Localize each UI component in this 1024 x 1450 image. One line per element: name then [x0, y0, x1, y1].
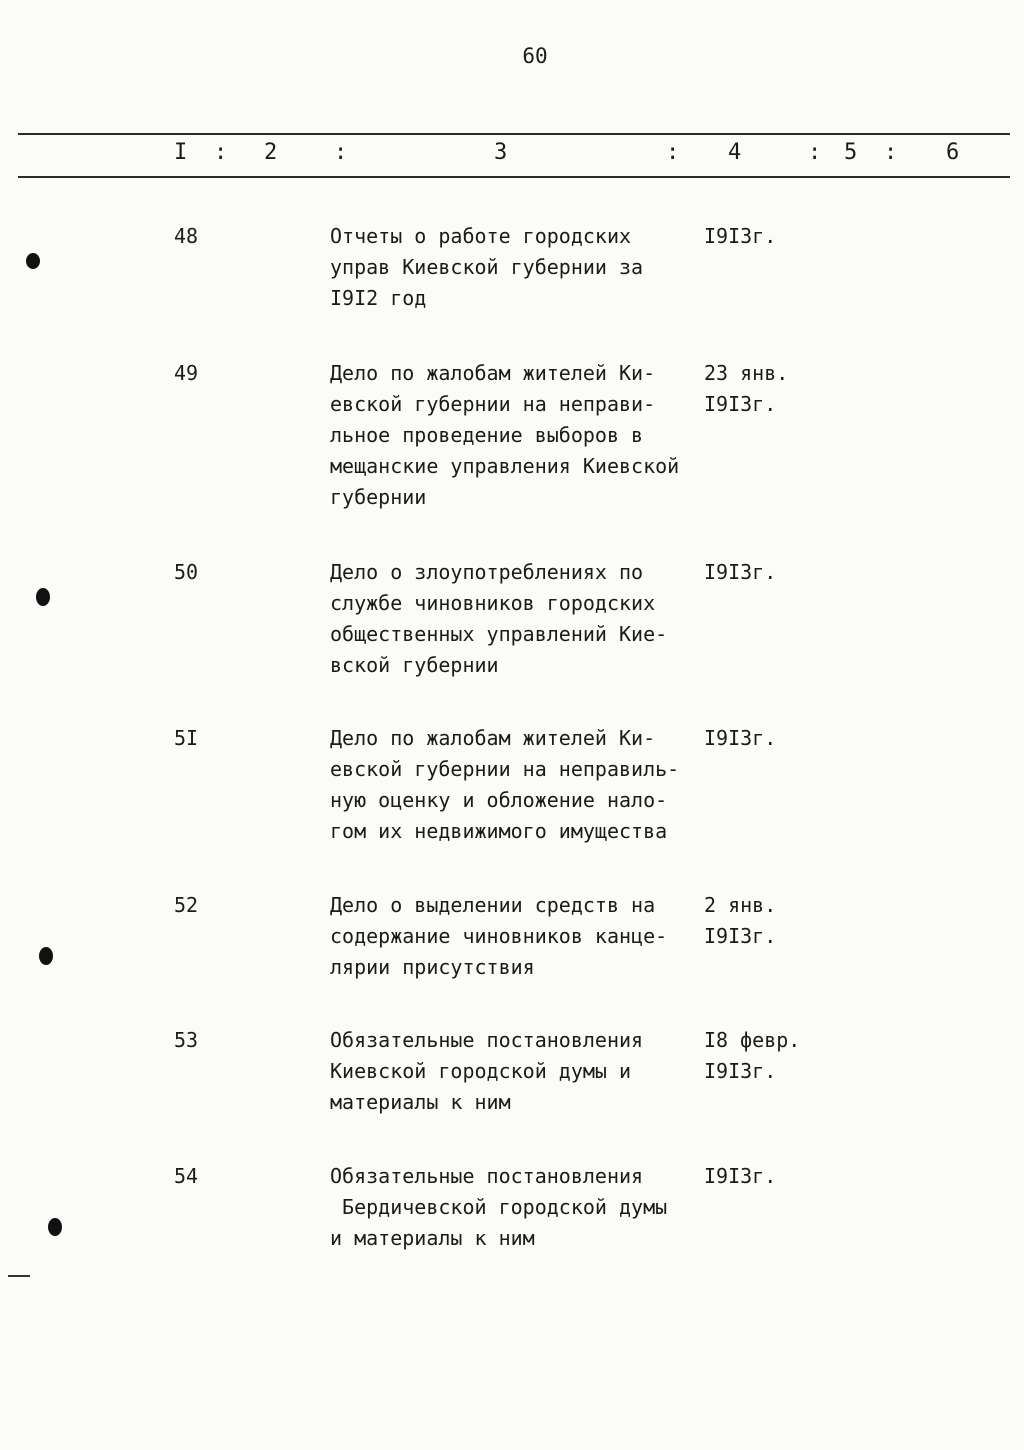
entry-title-line: евской губернии на неправи- — [330, 392, 656, 416]
entry-date — [704, 1025, 814, 1087]
entry-date-line: I9I3г. — [704, 1059, 777, 1083]
entry-title-line: льное проведение выборов в — [330, 423, 644, 447]
entry-number: 53 — [174, 1028, 199, 1052]
header-sep-3: : — [666, 140, 680, 165]
entry-title-line: содержание чиновников канце- — [330, 924, 668, 948]
entry-title-line: евской губернии на неправиль- — [330, 757, 680, 781]
entry-title-line: вской губернии — [330, 653, 499, 677]
entry-title-line: службе чиновников городских — [330, 591, 656, 615]
entry-date-line: I9I3г. — [704, 392, 777, 416]
entry-title — [330, 1161, 710, 1254]
entry-date — [704, 890, 814, 952]
entry-title-line: управ Киевской губернии за — [330, 255, 644, 279]
entry-title-line: Бердичевской городской думы — [330, 1195, 668, 1219]
header-rule-top — [18, 133, 1010, 135]
entry-number: 50 — [174, 560, 199, 584]
binder-hole-mark — [26, 253, 40, 269]
header-col-6: 6 — [946, 140, 960, 165]
entry-title-line: ную оценку и обложение нало- — [330, 788, 668, 812]
header-col-4: 4 — [728, 140, 742, 165]
entry-title-line: Дело по жалобам жителей Ки- — [330, 726, 656, 750]
entry-title-line: Отчеты о работе городских — [330, 224, 632, 248]
entry-date — [704, 221, 814, 252]
entry-date — [704, 358, 814, 420]
entry-number: 5I — [174, 726, 199, 750]
binder-hole-mark — [39, 947, 53, 965]
entry-title — [330, 890, 710, 983]
header-col-5: 5 — [844, 140, 858, 165]
entry-title — [330, 1025, 710, 1118]
entry-date-line: 2 янв. — [704, 893, 777, 917]
header-col-1: I — [174, 140, 188, 165]
entry-number: 49 — [174, 361, 199, 385]
header-col-3: 3 — [494, 140, 508, 165]
entry-title-line: Дело по жалобам жителей Ки- — [330, 361, 656, 385]
entry-title-line: Обязательные постановления — [330, 1164, 644, 1188]
margin-dash — [8, 1275, 30, 1277]
entry-title-line: гом их недвижимого имущества — [330, 819, 668, 843]
entry-title — [330, 723, 710, 847]
entry-title-line: Киевской городской думы и — [330, 1059, 632, 1083]
entry-title-line: Обязательные постановления — [330, 1028, 644, 1052]
entry-title — [330, 358, 710, 513]
entry-title-line: Дело о выделении средств на — [330, 893, 656, 917]
binder-hole-mark — [36, 588, 50, 606]
entry-date-line: I8 февр. — [704, 1028, 801, 1052]
entry-date — [704, 1161, 814, 1192]
entry-title-line: лярии присутствия — [330, 955, 535, 979]
entry-title-line: губернии — [330, 485, 427, 509]
header-sep-5: : — [884, 140, 898, 165]
entry-title-line: и материалы к ним — [330, 1226, 535, 1250]
page-number: 60 — [522, 44, 548, 68]
header-sep-1: : — [214, 140, 228, 165]
entry-date — [704, 557, 814, 588]
header-col-2: 2 — [264, 140, 278, 165]
binder-hole-mark — [48, 1218, 62, 1236]
entry-title-line: I9I2 год — [330, 286, 427, 310]
entry-number: 52 — [174, 893, 199, 917]
entry-title-line: общественных управлений Кие- — [330, 622, 668, 646]
entry-title-line: материалы к ним — [330, 1090, 511, 1114]
entry-number: 48 — [174, 224, 199, 248]
header-rule-bottom — [18, 176, 1010, 178]
header-sep-4: : — [808, 140, 822, 165]
entry-date-line: I9I3г. — [704, 560, 777, 584]
header-sep-2: : — [334, 140, 348, 165]
entry-title-line: мещанские управления Киевской — [330, 454, 680, 478]
entry-number: 54 — [174, 1164, 199, 1188]
entry-date — [704, 723, 814, 754]
entry-date-line: I9I3г. — [704, 224, 777, 248]
entry-date-line: 23 янв. — [704, 361, 789, 385]
entry-date-line: I9I3г. — [704, 726, 777, 750]
entry-title — [330, 557, 710, 681]
entry-date-line: I9I3г. — [704, 1164, 777, 1188]
entry-title — [330, 221, 710, 314]
entry-title-line: Дело о злоупотреблениях по — [330, 560, 644, 584]
entry-date-line: I9I3г. — [704, 924, 777, 948]
